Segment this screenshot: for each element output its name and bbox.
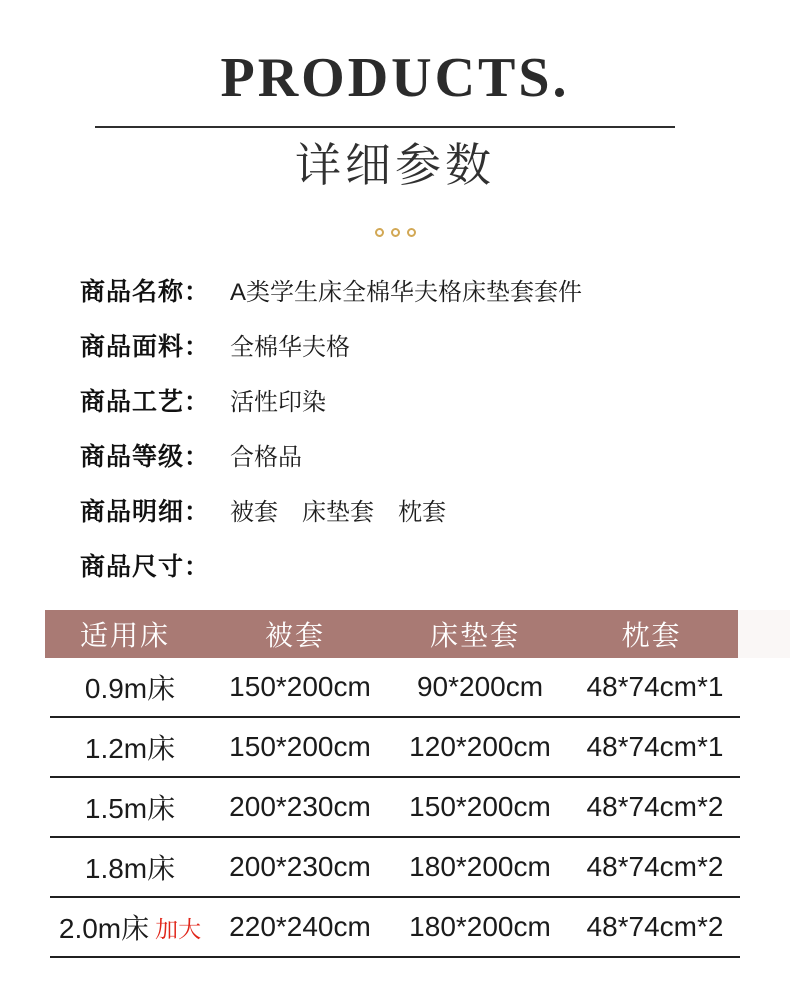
column-header-duvet: 被套 [264,620,325,651]
attribute-label: 商品面料： [80,332,211,361]
attribute-row-size [80,537,740,592]
column-header-bed: 适用床 [79,620,170,651]
cell-bed: 2.0m床 加大 [50,907,210,947]
attribute-row-craft [80,372,740,427]
cell-mattress: 150*200cm [409,791,551,822]
attribute-value: 活性印染 [230,389,326,416]
cell-duvet: 150*200cm [229,731,371,762]
table-row [50,838,740,898]
attribute-value: 全棉华夫格 [230,334,350,361]
attribute-value: 被套 床垫套 枕套 [230,499,446,526]
cell-bed: 0.9m床 [84,673,176,704]
column-header-pillow: 枕套 [621,620,682,651]
title-dots [0,227,790,237]
attribute-value: 合格品 [230,444,302,471]
table-row [50,778,740,838]
enlarged-tag: 加大 [155,915,202,942]
attribute-list [80,262,740,592]
table-row [50,658,740,718]
table-row [50,898,740,958]
page-title: 详细参数 [295,139,495,191]
size-table-header [45,610,738,658]
cell-mattress: 180*200cm [409,911,551,942]
column-header-mattress: 床垫套 [429,620,520,651]
cell-duvet: 200*230cm [229,851,371,882]
dot-icon [375,228,384,237]
attribute-row-fabric [80,317,740,372]
brand-title: PRODUCTS. [220,47,570,109]
attribute-value: A类学生床全棉华夫格床垫套套件 [230,279,583,306]
table-row [50,718,740,778]
cell-mattress: 120*200cm [409,731,551,762]
attribute-label: 商品等级： [80,442,211,471]
attribute-label: 商品明细： [80,497,211,526]
cell-duvet: 150*200cm [229,671,371,702]
attribute-label: 商品尺寸： [80,552,211,581]
cell-mattress: 180*200cm [409,851,551,882]
cell-bed: 1.8m床 [84,853,176,884]
attribute-label: 商品名称： [80,277,211,306]
header-tail-strip [738,610,790,658]
cell-bed: 1.5m床 [84,793,176,824]
cell-pillow: 48*74cm*1 [586,731,724,762]
dot-icon [391,228,400,237]
cell-duvet: 200*230cm [229,791,371,822]
attribute-label: 商品工艺： [80,387,211,416]
cell-pillow: 48*74cm*2 [586,851,724,882]
cell-mattress: 90*200cm [416,671,544,702]
cell-pillow: 48*74cm*1 [586,671,724,702]
cell-duvet: 220*240cm [229,911,371,942]
cell-pillow: 48*74cm*2 [586,791,724,822]
attribute-row-detail [80,482,740,537]
cell-bed: 1.2m床 [84,733,176,764]
brand-divider [95,126,675,128]
attribute-row-grade [80,427,740,482]
cell-pillow: 48*74cm*2 [586,911,724,942]
size-table-body [50,658,740,958]
dot-icon [407,228,416,237]
attribute-row-name [80,262,740,317]
size-table [45,610,745,958]
